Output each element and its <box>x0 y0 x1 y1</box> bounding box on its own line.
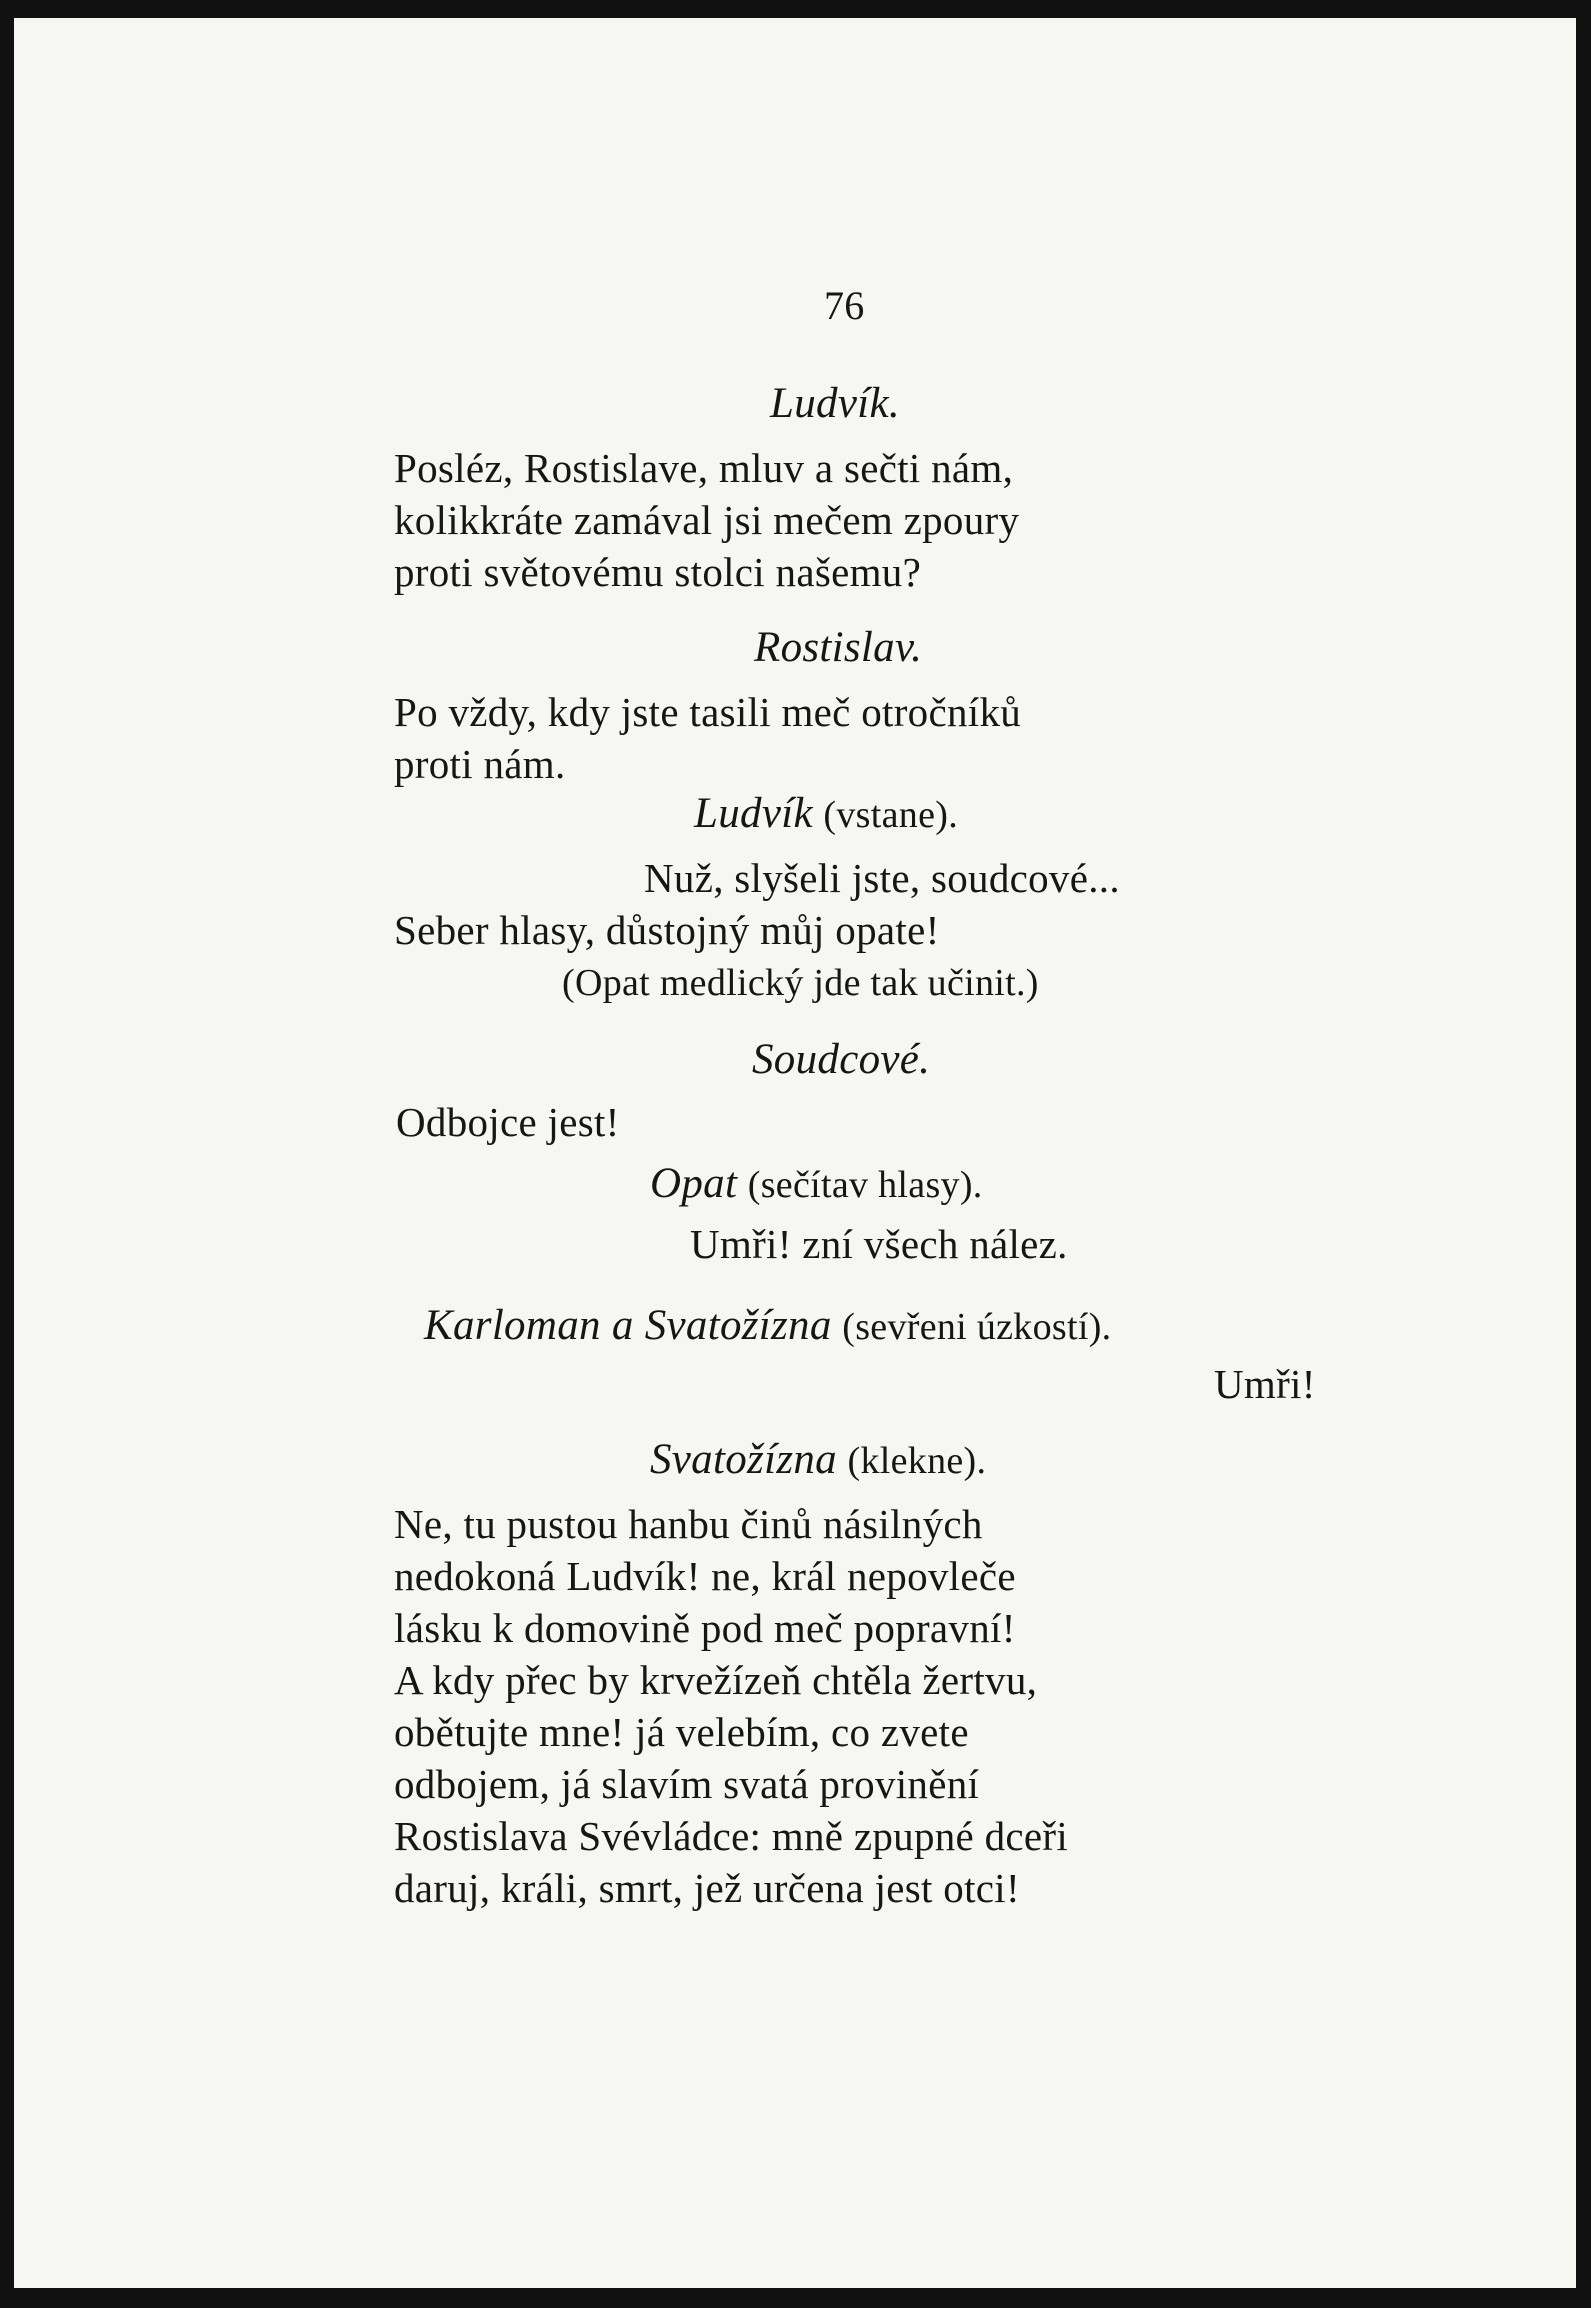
verse-line: Nuž, slyšeli jste, soudcové... <box>644 855 1120 901</box>
verse-line: proti světovému stolci našemu? <box>394 549 922 595</box>
stage-direction: (klekne). <box>847 1440 987 1482</box>
verse-line: proti nám. <box>394 741 566 787</box>
verse-line: Odbojce jest! <box>396 1099 620 1145</box>
stage-direction: (vstane). <box>823 794 958 836</box>
verse-line: daruj, králi, smrt, jež určena jest otci! <box>394 1865 1020 1911</box>
stage-direction: (sevřeni úzkostí). <box>842 1306 1112 1348</box>
verse-line: Umři! <box>1214 1361 1316 1407</box>
verse-line: Posléz, Rostislave, mluv a sečti nám, <box>394 445 1014 491</box>
verse-line: Ne, tu pustou hanbu činů násilných <box>394 1501 983 1547</box>
speaker-line <box>424 1304 1111 1347</box>
verse-line: obětujte mne! já velebím, co zvete <box>394 1709 969 1755</box>
verse-line: kolikkráte zamával jsi mečem zpoury <box>394 497 1020 543</box>
verse-line: Rostislava Svévládce: mně zpupné dceři <box>394 1813 1069 1859</box>
speaker-line <box>694 792 958 835</box>
speaker-heading: Ludvík <box>694 790 813 837</box>
speaker-heading: Soudcové. <box>752 1036 931 1083</box>
page-number: 76 <box>824 283 865 328</box>
verse-line: odbojem, já slavím svatá provinění <box>394 1761 980 1807</box>
speaker-heading: Svatožízna <box>650 1436 837 1483</box>
stage-direction: (Opat medlický jde tak učinit.) <box>562 962 1039 1004</box>
speaker-heading: Ludvík. <box>770 380 900 427</box>
speaker-heading: Opat <box>650 1160 738 1207</box>
verse-line: Seber hlasy, důstojný můj opate! <box>394 907 940 953</box>
stage-direction: (sečítav hlasy). <box>747 1164 983 1206</box>
verse-line: A kdy přec by krvežízeň chtěla žertvu, <box>394 1657 1038 1703</box>
speaker-line <box>650 1162 983 1205</box>
verse-line: Po vždy, kdy jste tasili meč otročníků <box>394 689 1022 735</box>
verse-line: Umři! zní všech nález. <box>690 1221 1068 1267</box>
verse-line: lásku k domovině pod meč popravní! <box>394 1605 1016 1651</box>
book-page <box>14 18 1576 2288</box>
speaker-line <box>650 1438 986 1481</box>
speaker-heading: Rostislav. <box>754 624 923 671</box>
speaker-heading: Karloman a Svatožízna <box>424 1302 832 1349</box>
verse-line: nedokoná Ludvík! ne, král nepovleče <box>394 1553 1016 1599</box>
